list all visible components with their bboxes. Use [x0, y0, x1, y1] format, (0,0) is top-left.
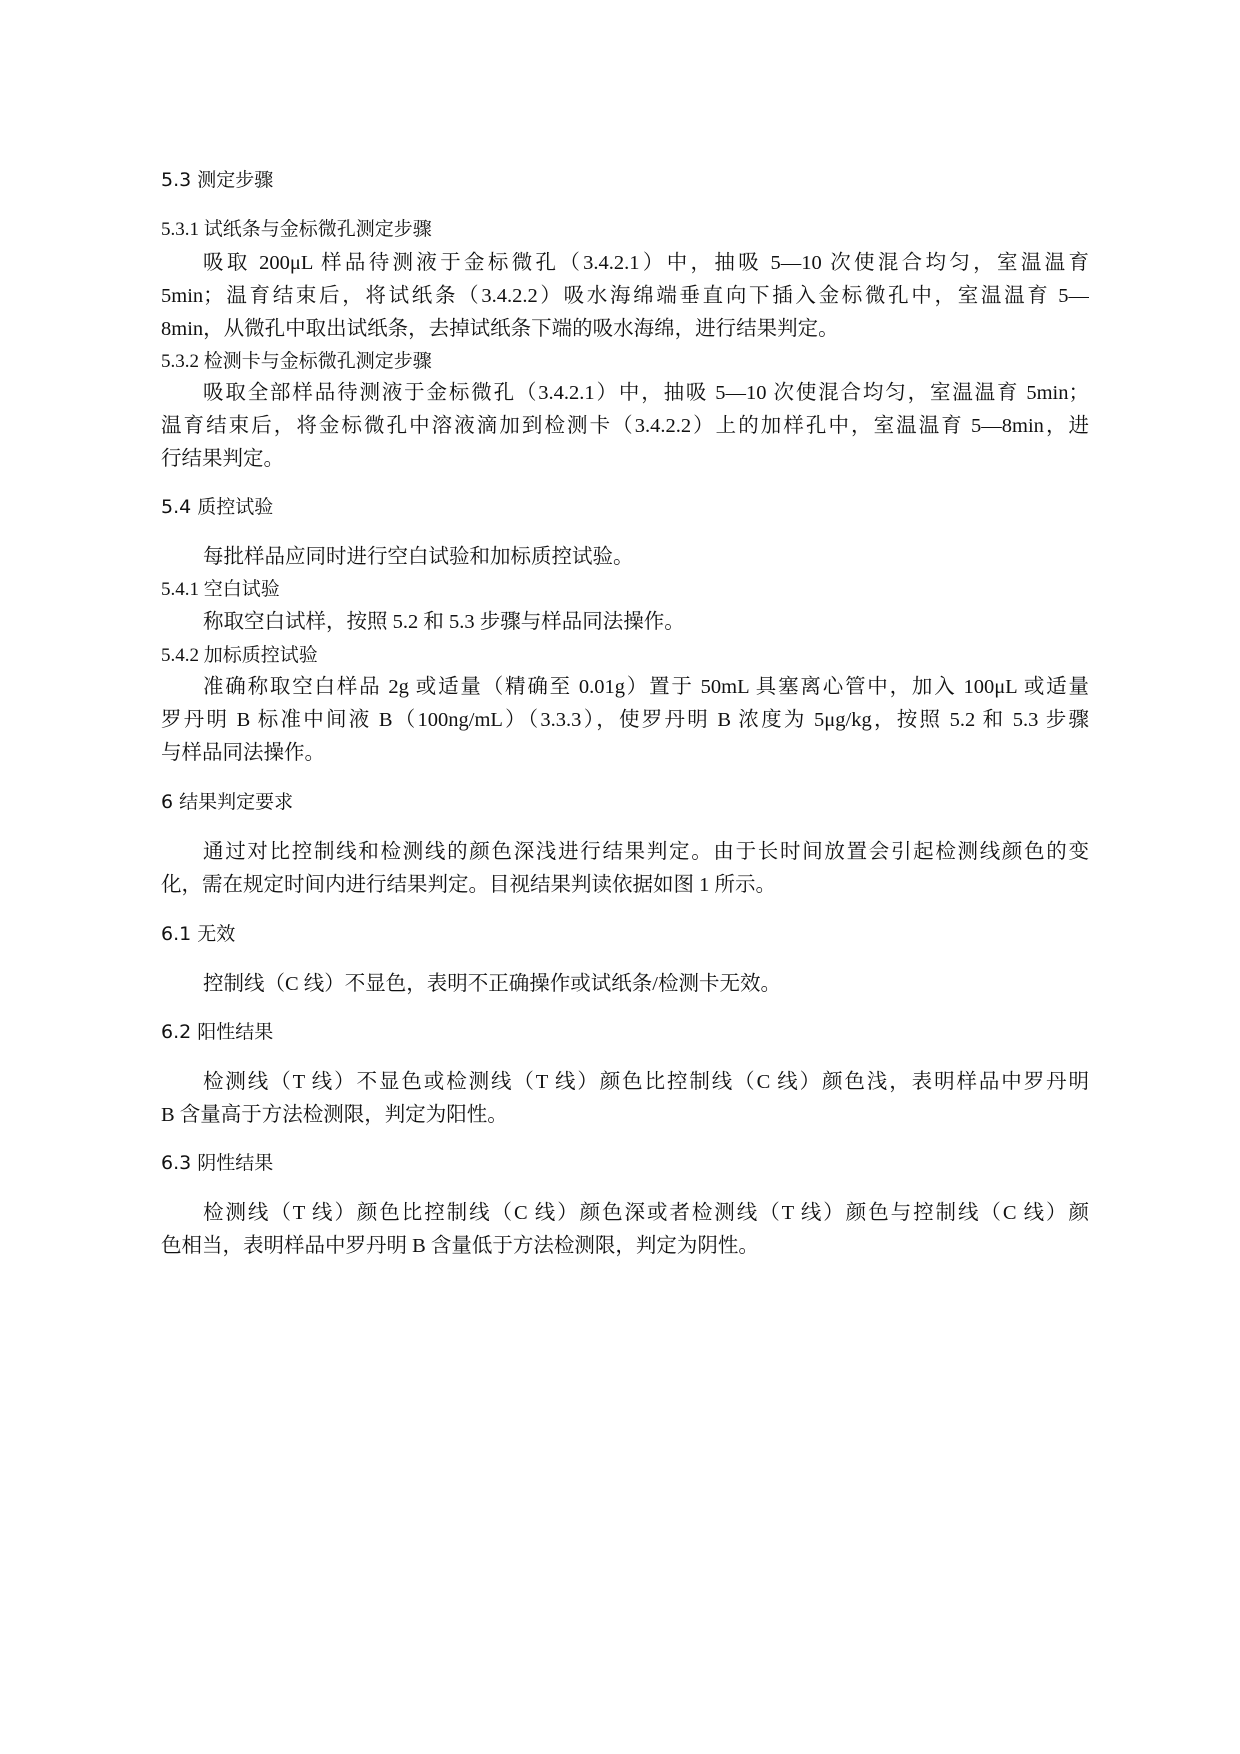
- paragraph-line: 检测线（T 线）颜色比控制线（C 线）颜色深或者检测线（T 线）颜色与控制线（C 线）颜: [203, 1202, 1089, 1224]
- paragraph-line: 通过对比控制线和检测线的颜色深浅进行结果判定。由于长时间放置会引起检测线颜色的变: [203, 841, 1089, 863]
- paragraph-line: 检测线（T 线）不显色或检测线（T 线）颜色比控制线（C 线）颜色浅，表明样品中罗丹明: [203, 1071, 1089, 1093]
- section-heading: 6 结果判定要求: [161, 791, 294, 813]
- paragraph-line: 色相当，表明样品中罗丹明 B 含量低于方法检测限，判定为阴性。: [161, 1235, 759, 1257]
- paragraph-line: B 含量高于方法检测限，判定为阳性。: [161, 1104, 508, 1126]
- section-heading: 6.3 阴性结果: [161, 1152, 274, 1174]
- paragraph-line: 准确称取空白样品 2g 或适量（精确至 0.01g）置于 50mL 具塞离心管中，加入 100μL 或适量: [203, 676, 1089, 698]
- paragraph-line: 每批样品应同时进行空白试验和加标质控试验。: [203, 546, 634, 568]
- subsection-heading: 5.3.1 试纸条与金标微孔测定步骤: [161, 219, 432, 240]
- paragraph-line: 行结果判定。: [161, 448, 284, 470]
- paragraph-line: 罗丹明 B 标准中间液 B（100ng/mL）（3.3.3），使罗丹明 B 浓度为 5μg/kg，按照 5.2 和 5.3 步骤: [161, 709, 1089, 731]
- paragraph: [161, 1197, 1089, 1263]
- paragraph-line: 化，需在规定时间内进行结果判定。目视结果判读依据如图 1 所示。: [161, 874, 776, 896]
- paragraph: [161, 968, 1089, 1001]
- paragraph: [161, 836, 1089, 902]
- paragraph-line: 控制线（C 线）不显色，表明不正确操作或试纸条/检测卡无效。: [203, 973, 781, 995]
- paragraph: [161, 541, 1089, 574]
- paragraph-line: 与样品同法操作。: [161, 742, 325, 764]
- paragraph: [161, 247, 1089, 346]
- paragraph-line: 吸取全部样品待测液于金标微孔（3.4.2.1）中，抽吸 5—10 次使混合均匀，室温温育 5min；: [203, 382, 1089, 404]
- subsection-heading: 5.4.2 加标质控试验: [161, 645, 318, 666]
- paragraph: [161, 377, 1089, 476]
- paragraph: [161, 671, 1089, 770]
- subsection-heading: 5.3.2 检测卡与金标微孔测定步骤: [161, 351, 432, 372]
- section-heading: 6.1 无效: [161, 923, 236, 945]
- paragraph-line: 5min；温育结束后，将试纸条（3.4.2.2）吸水海绵端垂直向下插入金标微孔中，室温温育 5—: [161, 285, 1089, 307]
- section-heading: 6.2 阳性结果: [161, 1021, 274, 1043]
- paragraph-line: 称取空白试样，按照 5.2 和 5.3 步骤与样品同法操作。: [203, 611, 685, 633]
- paragraph-line: 8min，从微孔中取出试纸条，去掉试纸条下端的吸水海绵，进行结果判定。: [161, 318, 839, 340]
- paragraph-line: 吸取 200μL 样品待测液于金标微孔（3.4.2.1）中，抽吸 5—10 次使混合均匀，室温温育: [203, 252, 1089, 274]
- section-heading: 5.4 质控试验: [161, 496, 274, 518]
- paragraph: [161, 1066, 1089, 1132]
- paragraph-line: 温育结束后，将金标微孔中溶液滴加到检测卡（3.4.2.2）上的加样孔中，室温温育 5—8min，进: [161, 415, 1089, 437]
- paragraph: [161, 606, 1089, 639]
- section-heading: 5.3 测定步骤: [161, 169, 274, 191]
- subsection-heading: 5.4.1 空白试验: [161, 579, 280, 600]
